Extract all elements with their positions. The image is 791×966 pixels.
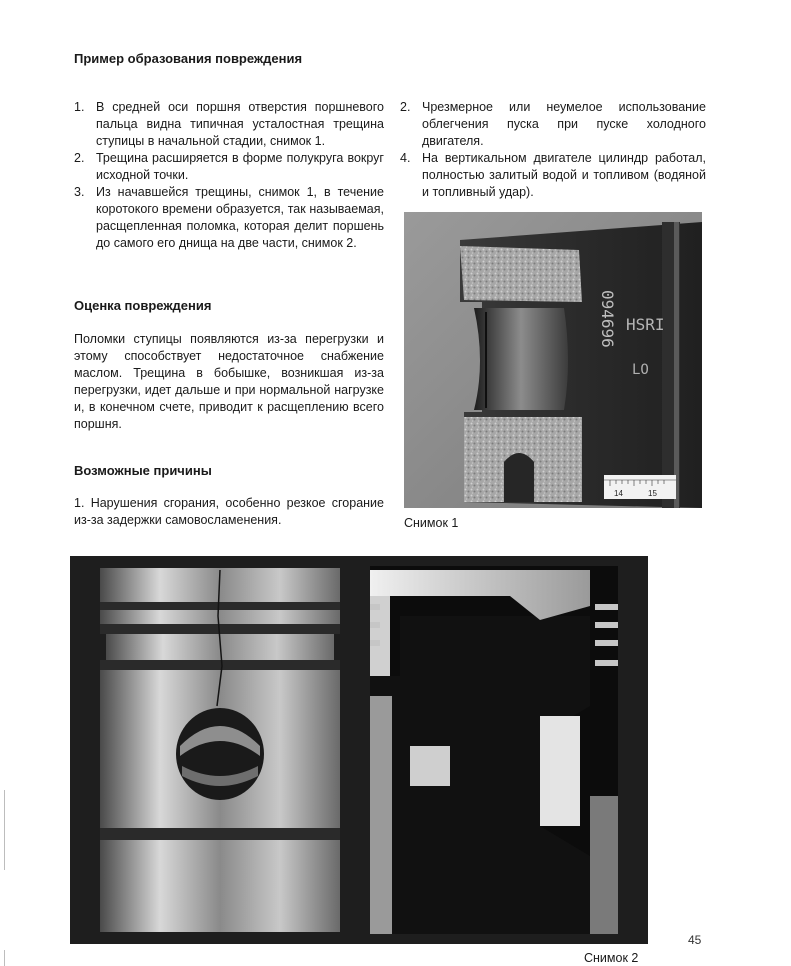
ruler-tick-label: 15: [648, 489, 657, 498]
right-column: [400, 99, 706, 201]
piston-stamp-number: 094696: [598, 290, 617, 348]
list-item-number: 2.: [400, 100, 411, 114]
scan-edge-mark: [4, 790, 5, 870]
assessment-paragraph-block: [74, 331, 384, 433]
photo-2-caption: Снимок 2: [584, 951, 639, 965]
causes-heading: Возможные причины: [74, 463, 212, 478]
assessment-paragraph: Поломки ступицы появляются из-за перегрузки и этому способствует недостаточное снабжение маслом. Трещина в бобышке, возникшая из-за перегрузки, идет дальше и при нормальной нагрузке и, в конечном счете, приводит к расщеплению всего поршня.: [74, 332, 384, 431]
page-number: 45: [688, 933, 702, 947]
page-title: Пример образования повреждения: [74, 51, 303, 66]
list-item-number: 1.: [74, 496, 85, 510]
list-item: [400, 99, 706, 150]
list-item-text: Из начавшейся трещины, снимок 1, в течение коротокого времени образуется, так называемая, расщепленная поломка, которая делит поршень до самого его днища на две части, снимок 2.: [96, 185, 384, 250]
piston-stamp-code: LO: [632, 362, 649, 378]
piston-stamp-mark: HSRI: [626, 315, 665, 334]
list-item: [74, 150, 384, 184]
ruler-tick-label: 14: [614, 489, 623, 498]
photo-2-split-piston: [70, 556, 648, 944]
list-item: [74, 184, 384, 252]
causes-item: [74, 495, 384, 529]
causes-item-block: [74, 495, 384, 529]
list-item-number: 4.: [400, 151, 411, 165]
damage-steps-list: [74, 99, 384, 252]
list-item-text: Чрезмерное или неумелое использование облегчения пуска при пуске холодного двигателя.: [422, 100, 706, 148]
list-item-text: Трещина расширяется в форме полукруга вокруг исходной точки.: [96, 151, 384, 182]
photo-1-piston-boss-crack: [404, 212, 702, 508]
list-item-number: 3.: [74, 185, 85, 199]
list-item: [74, 99, 384, 150]
list-item: [400, 150, 706, 201]
photo-1-caption: Снимок 1: [404, 516, 459, 530]
list-item-text: На вертикальном двигателе цилиндр работал, полностью залитый водой и топливом (водяной и топливный удар).: [422, 151, 706, 199]
list-item-number: 1.: [74, 100, 85, 114]
scan-edge-mark: [4, 950, 5, 966]
assessment-heading: Оценка повреждения: [74, 298, 212, 313]
list-item-text: Нарушения сгорания, особенно резкое сгорание из-за задержки самовосламенения.: [74, 496, 384, 527]
list-item-text: В средней оси поршня отверстия поршневого пальца видна типичная усталостная трещина ступицы в начальной стадии, снимок 1.: [96, 100, 384, 148]
causes-list-continued: [400, 99, 706, 201]
list-item-number: 2.: [74, 151, 85, 165]
left-column: [74, 99, 384, 252]
